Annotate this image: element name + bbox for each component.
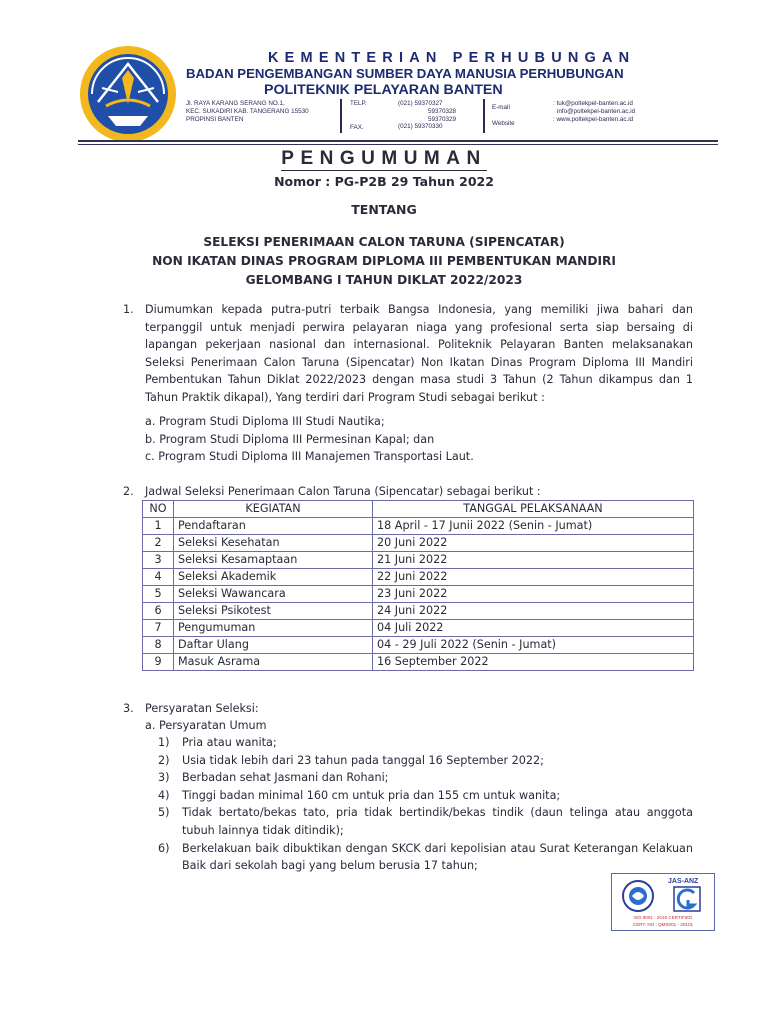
list-item [158, 734, 693, 752]
table-cell: 21 Juni 2022 [373, 552, 694, 569]
subject-line: SELEKSI PENERIMAAN CALON TARUNA (SIPENCATAR) [203, 235, 565, 249]
header-agency: BADAN PENGEMBANGAN SUMBER DAYA MANUSIA PERHUBUNGAN [186, 66, 624, 81]
item-text: Berkelakuan baik dibuktikan dengan SKCK dari kepolisian atau Surat Keterangan Kelakuan Baik dari sekolah bagi yang belum berusia 17 tahun; [182, 841, 693, 873]
address-line: PROPINSI BANTEN [186, 115, 244, 123]
table-cell: Seleksi Kesehatan [174, 535, 373, 552]
divider [483, 99, 485, 133]
table-cell: 23 Juni 2022 [373, 586, 694, 603]
table-cell: Seleksi Kesamaptaan [174, 552, 373, 569]
table-cell: 20 Juni 2022 [373, 535, 694, 552]
table-cell: 2 [143, 535, 174, 552]
item-number: 4) [158, 788, 170, 802]
table-row [143, 552, 694, 569]
table-cell: 4 [143, 569, 174, 586]
item-text: Usia tidak lebih dari 23 tahun pada tanggal 16 September 2022; [182, 753, 544, 767]
list-item [158, 804, 693, 839]
list-item [158, 787, 693, 805]
section-number: 3. [123, 702, 134, 715]
kemenhub-logo-icon [78, 44, 178, 144]
table-row [143, 637, 694, 654]
requirements-list [158, 734, 693, 875]
item-text: Tidak bertato/bekas tato, pria tidak bertindik/bekas tindik (daun telinga atau anggota tubuh lainnya tidak ditindik); [182, 806, 693, 837]
fax-number: (021) 59370330 [398, 123, 443, 131]
email-label: E-mail [492, 104, 510, 111]
column-header: NO [143, 501, 174, 518]
table-cell: 3 [143, 552, 174, 569]
phone-number: (021) 59370327 [398, 100, 443, 107]
item-text: Pria atau wanita; [182, 736, 277, 749]
tentang-heading: TENTANG [351, 202, 417, 217]
schedule-table [142, 500, 694, 671]
list-item [158, 752, 693, 770]
phone-numbers [398, 100, 456, 131]
table-cell: Pendaftaran [174, 518, 373, 535]
phone-number: 59370328 [428, 107, 457, 115]
header-institution: POLITEKNIK PELAYARAN BANTEN [264, 82, 503, 98]
item-number: 6) [158, 841, 170, 855]
subject-line: NON IKATAN DINAS PROGRAM DIPLOMA III PEMBENTUKAN MANDIRI [152, 254, 616, 268]
document-title-text: PENGUMUMAN [281, 148, 487, 169]
divider [340, 99, 342, 133]
section-number: 2. [123, 485, 134, 498]
table-cell: Masuk Asrama [174, 654, 373, 671]
section2-intro: Jadwal Seleksi Penerimaan Calon Taruna (Sipencatar) sebagai berikut : [145, 485, 541, 498]
table-cell: 6 [143, 603, 174, 620]
list-item [158, 840, 693, 875]
item-number: 3) [158, 771, 170, 785]
table-cell: 18 April - 17 Junii 2022 (Senin - Jumat) [373, 518, 694, 535]
item-number: 1) [158, 736, 170, 749]
phone-number: 59370329 [428, 115, 457, 123]
table-cell: 5 [143, 586, 174, 603]
table-row [143, 586, 694, 603]
certification-badge [611, 873, 715, 931]
telp-label: TELP. [350, 100, 367, 107]
fax-label: FAX. [350, 124, 364, 131]
email-value: info@poltekpel-banten.ac.id [557, 107, 636, 115]
table-cell: 7 [143, 620, 174, 637]
document-title [0, 148, 768, 170]
table-row [143, 518, 694, 535]
table-cell: 22 Juni 2022 [373, 569, 694, 586]
document-subject [0, 233, 768, 290]
column-header: KEGIATAN [174, 501, 373, 518]
table-cell: 24 Juni 2022 [373, 603, 694, 620]
table-cell: 16 September 2022 [373, 654, 694, 671]
email-value: : tuk@poltekpel-banten.ac.id [553, 100, 633, 107]
address-line: KEC. SUKADIRI KAB. TANGERANG 15530 [186, 107, 309, 115]
address-line: Jl. RAYA KARANG SERANG NO.1, [186, 100, 285, 107]
table-cell: Seleksi Akademik [174, 569, 373, 586]
column-header: TANGGAL PELAKSANAAN [373, 501, 694, 518]
document-number: Nomor : PG-P2B 29 Tahun 2022 [274, 174, 494, 189]
item-text: Berbadan sehat Jasmani dan Rohani; [182, 771, 389, 785]
program-item: a. Program Studi Diploma III Studi Nautika; [145, 415, 385, 428]
table-row [143, 603, 694, 620]
table-cell: 1 [143, 518, 174, 535]
iso-text: ISO 9001 : 2015 CERTIFIED [633, 915, 693, 920]
table-row [143, 620, 694, 637]
table-cell: 04 Juli 2022 [373, 620, 694, 637]
website-label: Website [492, 119, 515, 127]
section3-subheading: a. Persyaratan Umum [145, 719, 267, 732]
table-cell: 8 [143, 637, 174, 654]
table-row [143, 654, 694, 671]
table-cell: 9 [143, 654, 174, 671]
header-ministry: KEMENTERIAN PERHUBUNGAN [268, 50, 636, 66]
program-item: c. Program Studi Diploma III Manajemen Transportasi Laut. [145, 450, 474, 464]
section-number: 1. [123, 303, 134, 316]
header-rule [78, 140, 718, 142]
table-header-row [143, 501, 694, 518]
table-cell: 04 - 29 Juli 2022 (Senin - Jumat) [373, 637, 694, 654]
section3-title: Persyaratan Seleksi: [145, 702, 259, 715]
list-item [158, 769, 693, 787]
program-item: b. Program Studi Diploma III Permesinan Kapal; dan [145, 432, 435, 446]
jas-anz-label: JAS-ANZ [668, 878, 699, 885]
contact-values [553, 100, 635, 123]
item-number: 2) [158, 753, 170, 767]
table-row [143, 569, 694, 586]
table-row [143, 535, 694, 552]
program-list [145, 413, 705, 466]
address-block [186, 100, 309, 123]
iso-cert-logo-icon [612, 874, 714, 930]
item-text: Tinggi badan minimal 160 cm untuk pria dan 155 cm untuk wanita; [182, 788, 561, 802]
table-cell: Pengumuman [174, 620, 373, 637]
table-cell: Seleksi Psikotest [174, 603, 373, 620]
cert-number: CERT. NO : QMS001 - 20101 [632, 922, 694, 927]
website-value: : www.poltekpel-banten.ac.id [553, 115, 634, 123]
header-rule [78, 144, 718, 145]
section1-paragraph: Diumumkan kepada putra-putri terbaik Bangsa Indonesia, yang memiliki jiwa bahari dan terpanggil untuk menjadi perwira pelayaran niaga yang profesional serta siap bersaing di lapangan pekerjaan nasional dan internasional. Politeknik Pelayaran Banten melaksanakan Seleksi Penerimaan Calon Taruna (Sipencatar) Non Ikatan Dinas Program Diploma III Mandiri Pembentukan Tahun Diklat 2022/2023 dengan masa studi 3 Tahun (2 Tahun dikampus dan 1 Tahun Praktik dikapal), Yang terdiri dari Program Studi sebagai berikut : [145, 303, 693, 404]
subject-line: GELOMBANG I TAHUN DIKLAT 2022/2023 [245, 273, 523, 287]
contact-labels [492, 100, 515, 131]
table-cell: Seleksi Wawancara [174, 586, 373, 603]
item-number: 5) [158, 806, 170, 820]
table-cell: Daftar Ulang [174, 637, 373, 654]
